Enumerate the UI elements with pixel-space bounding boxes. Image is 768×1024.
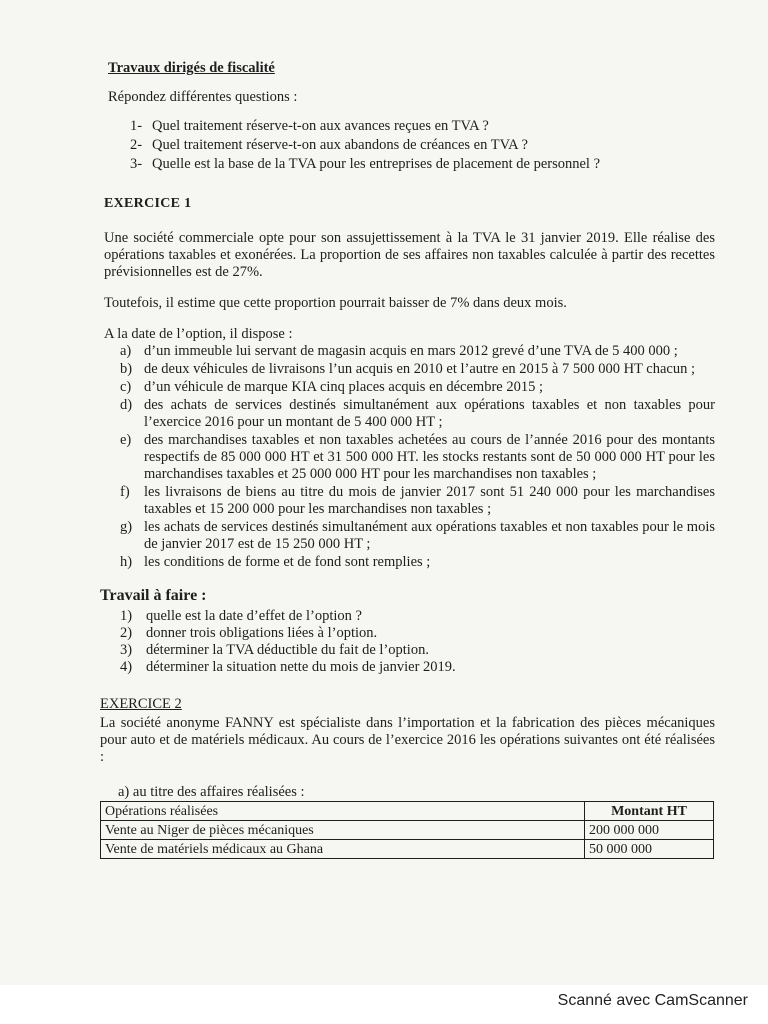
- work-item: 1) quelle est la date d’effet de l’option ?: [120, 608, 362, 624]
- exercice1-paragraph: Une société commerciale opte pour son assujettissement à la TVA le 31 janvier 2019. Elle réalise des opérations taxables et exonérées. La proportion de ses affaires non taxables calculée à partir des recettes prévisionnelles est de 27%.: [104, 230, 715, 280]
- exercice1-title: EXERCICE 1: [104, 196, 192, 211]
- exercice2-title: EXERCICE 2: [100, 696, 182, 712]
- table-cell: 50 000 000: [585, 840, 714, 859]
- table-cell: Vente au Niger de pièces mécaniques: [101, 821, 585, 840]
- list-item: a) d’un immeuble lui servant de magasin acquis en mars 2012 grevé d’une TVA de 5 400 000 ;: [120, 343, 678, 359]
- table-row: [101, 821, 714, 840]
- exercice2-paragraph: La société anonyme FANNY est spécialiste dans l’importation et la fabrication des pièces mécaniques pour auto et de matériels médicaux. Au cours de l’exercice 2016 les opérations suivantes ont été réalisées :: [100, 715, 715, 765]
- exercice2-subheading: a) au titre des affaires réalisées :: [118, 784, 305, 800]
- table-header: Montant HT: [585, 802, 714, 821]
- question-item: 3- Quelle est la base de la TVA pour les entreprises de placement de personnel ?: [130, 156, 601, 172]
- work-item: 4) déterminer la situation nette du mois de janvier 2019.: [120, 659, 456, 675]
- intro-text: Répondez différentes questions :: [108, 89, 298, 105]
- work-item: 2) donner trois obligations liées à l’option.: [120, 625, 378, 641]
- table-cell: Vente de matériels médicaux au Ghana: [101, 840, 585, 859]
- list-item: e) des marchandises taxables et non taxables achetées au cours de l’année 2016 pour des montants respectifs de 85 000 000 HT et 31 500 000 HT. les stocks restants sont de 50 000 000 HT pour les marchandises taxables et 25 000 000 HT pour les marchandises non taxables ;: [120, 432, 715, 482]
- work-list: [120, 608, 715, 676]
- camscanner-footer: Scanné avec CamScanner: [557, 992, 748, 1009]
- list-item: c) d’un véhicule de marque KIA cinq places acquis en décembre 2015 ;: [120, 379, 544, 395]
- table-cell: 200 000 000: [585, 821, 714, 840]
- questions-list: [130, 118, 715, 173]
- document-title: Travaux dirigés de fiscalité: [108, 60, 275, 76]
- question-item: 1- Quel traitement réserve-t-on aux avances reçues en TVA ?: [130, 118, 489, 134]
- list-item: b) de deux véhicules de livraisons l’un acquis en 2010 et l’autre en 2015 à 7 500 000 HT chacun ;: [120, 361, 695, 377]
- document-body: [100, 60, 715, 859]
- list-item: g) les achats de services destinés simultanément aux opérations taxables et non taxables pour le mois de janvier 2017 est de 15 250 000 HT ;: [120, 519, 715, 552]
- list-item: d) des achats de services destinés simultanément aux opérations taxables et non taxables pour l’exercice 2016 pour un montant de 5 400 000 HT ;: [120, 397, 715, 430]
- exercice1-disp-intro: A la date de l’option, il dispose :: [104, 326, 293, 342]
- exercice1-items-list: [120, 343, 715, 571]
- table-header-row: [101, 802, 714, 821]
- work-item: 3) déterminer la TVA déductible du fait de l’option.: [120, 642, 429, 658]
- table-row: [101, 840, 714, 859]
- table-header: Opérations réalisées: [101, 802, 585, 821]
- operations-table: [100, 801, 714, 859]
- exercice1-paragraph: Toutefois, il estime que cette proportion pourrait baisser de 7% dans deux mois.: [104, 295, 567, 311]
- list-item: f) les livraisons de biens au titre du mois de janvier 2017 sont 51 240 000 pour les marchandises taxables et 15 200 000 pour les marchandises non taxables ;: [120, 484, 715, 517]
- list-item: h) les conditions de forme et de fond sont remplies ;: [120, 554, 431, 570]
- question-item: 2- Quel traitement réserve-t-on aux abandons de créances en TVA ?: [130, 137, 528, 153]
- work-title: Travail à faire :: [100, 587, 207, 604]
